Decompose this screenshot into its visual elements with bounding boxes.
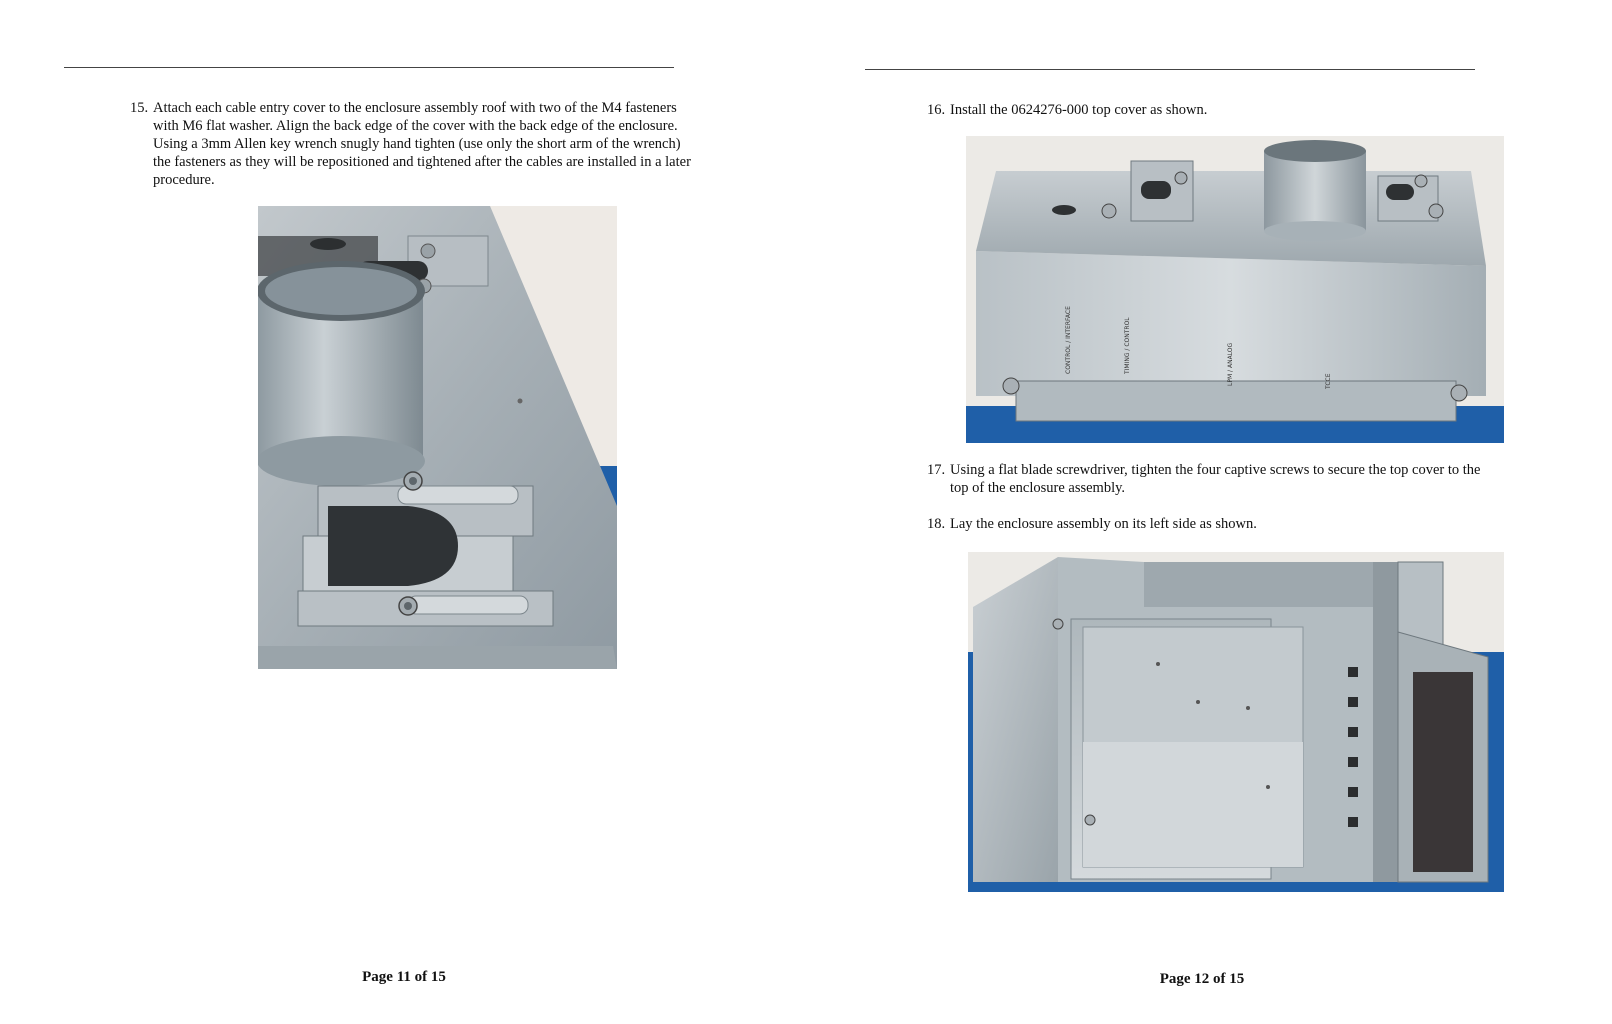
step-number: 17.: [927, 462, 946, 478]
document-page-12: [806, 0, 1612, 1024]
step-text-line: the fasteners as they will be repositioned and tightened after the cables are installed in a later: [153, 154, 691, 170]
step-text: Install the 0624276-000 top cover as shown.: [950, 102, 1208, 118]
header-rule: [64, 67, 674, 68]
step-text-line: Using a 3mm Allen key wrench snugly hand tighten (use only the short arm of the wrench): [153, 136, 681, 152]
step-text: Lay the enclosure assembly on its left side as shown.: [950, 516, 1257, 532]
page-footer: Page 11 of 15: [362, 969, 446, 985]
page-footer: Page 12 of 15: [1159, 971, 1245, 987]
photo-enclosure-left-side: [968, 552, 1504, 892]
step-text: [153, 99, 691, 189]
step-number: 18.: [927, 516, 946, 532]
photo-cable-entry-covers: [258, 206, 617, 669]
step-text-line: Attach each cable entry cover to the enclosure assembly roof with two of the M4 fasteners: [153, 100, 677, 116]
photo-label-lpm-analog: LPM / ANALOG: [1227, 342, 1234, 386]
step-number: 16.: [927, 102, 946, 118]
header-rule: [865, 69, 1475, 70]
step-text-line: with M6 flat washer. Align the back edge of the cover with the back edge of the enclosure.: [153, 118, 678, 134]
step-text: [950, 461, 1481, 497]
step-text-line: procedure.: [153, 172, 215, 188]
photo-label-timing-control: TIMING / CONTROL: [1124, 317, 1131, 374]
photo-top-cover: [966, 136, 1504, 443]
step-text-line: top of the enclosure assembly.: [950, 480, 1126, 496]
step-number: 15.: [130, 100, 149, 116]
photo-label-control-interface: CONTROL / INTERFACE: [1065, 306, 1072, 374]
photo-label-tcce: TCCE: [1325, 373, 1332, 389]
step-text-line: Using a flat blade screwdriver, tighten the four captive screws to secure the top cover to the: [950, 462, 1481, 478]
